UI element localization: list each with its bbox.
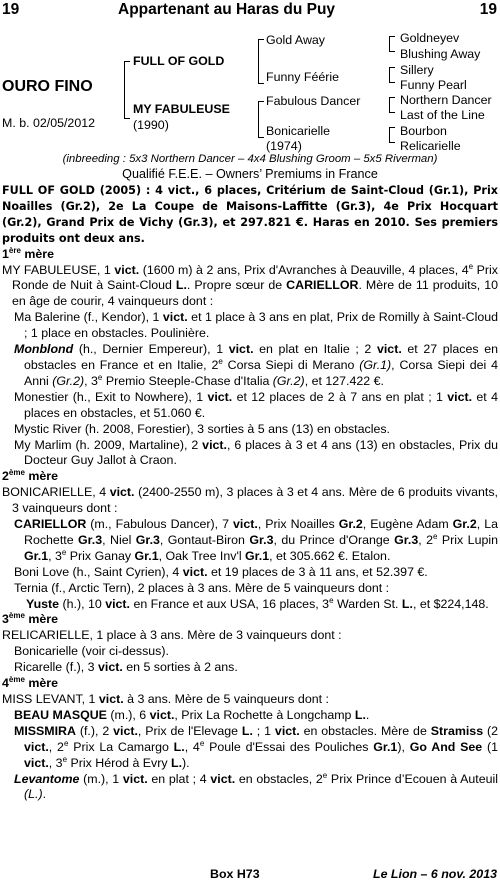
produce-item: Boni Love (h., Saint Cyrien), 4 vict. et 19 places de 3 à 11 ans, et 52.397 €.: [14, 564, 428, 579]
section-number: 2: [2, 469, 9, 484]
inbreeding-note: (inbreeding : 5x3 Northern Dancer – 4x4 Blushing Groom – 5x5 Riverman): [62, 153, 438, 165]
lot-number-left: 19: [2, 1, 20, 18]
section-fourth-dam: [2, 676, 498, 692]
produce-item: Ternia (f., Arctic Tern), 2 places à 3 ans. Mère de 5 vainqueurs dont :: [14, 580, 390, 595]
dam-paragraph: MISS LEVANT, 1 vict. à 3 ans. Mère de 5 vainqueurs dont :: [2, 692, 329, 706]
sale-date: Le Lion – 6 nov. 2013: [373, 867, 497, 881]
section-number: 1: [2, 246, 9, 261]
horse-details: M. b. 02/05/2012: [2, 116, 95, 130]
horse-name: OURO FINO: [2, 78, 93, 95]
ped-dsd: Last of the Line: [400, 108, 485, 122]
premium-qualification: Qualifié F.E.E. – Owners’ Premiums in France: [122, 167, 378, 181]
dam-name: MY FABULEUSE: [133, 102, 230, 116]
produce-item: Monestier (h., Exit to Nowhere), 1 vict. et 12 places de 2 à 7 ans en plat ; 1 vict. et 4 places en obstacles, et 51.060 €.: [14, 389, 498, 420]
produce-item: MISSMIRA (f.), 2 vict., Prix de l'Elevage L. ; 1 vict. en obstacles. Mère de Stramiss (2 vict., 2e Prix La Camargo L., 4e Poule d'Essai des Pouliches Gr.1), Go And See (1 vict., 3e Prix Hérod à Evry L.).: [14, 723, 499, 770]
section-word: mère: [24, 246, 54, 261]
dam-dam: Bonicarielle: [266, 124, 331, 138]
section-suffix: ème: [8, 611, 25, 621]
dam-sire: Fabulous Dancer: [266, 94, 361, 108]
ped-ssd: Blushing Away: [400, 47, 481, 61]
sire-name: FULL OF GOLD: [133, 54, 225, 68]
dam-paragraph: RELICARIELLE, 1 place à 3 ans. Mère de 3 vainqueurs dont :: [2, 628, 342, 643]
box-number: Box H73: [210, 867, 260, 881]
catalogue-body: [2, 183, 498, 803]
bracket-ss: [389, 36, 395, 52]
section-first-dam: [2, 247, 498, 263]
bracket-sire: [258, 39, 264, 84]
produce-item: Mystic River (h. 2008, Forestier), 3 sorties à 5 ans (13) en obstacles.: [14, 421, 390, 436]
lot-number-right: 19: [479, 1, 497, 18]
section-word: mère: [28, 676, 58, 691]
sire-sire: Gold Away: [266, 33, 326, 47]
ped-sds: Sillery: [400, 63, 434, 77]
bracket-ds: [389, 97, 395, 113]
produce-item: CARIELLOR (m., Fabulous Dancer), 7 vict., Prix Noailles Gr.2, Eugène Adam Gr.2, La Rochette Gr.3, Niel Gr.3, Gontaut-Biron Gr.3, du Prince d'Orange Gr.3, 2e Prix Lupin Gr.1, 3e Prix Ganay Gr.1, Oak Tree Inv'l Gr.1, et 305.662 €. Etalon.: [14, 517, 499, 563]
dam-year: (1990): [133, 118, 169, 132]
section-number: 3: [2, 612, 9, 627]
ped-dss: Northern Dancer: [400, 93, 492, 107]
page-title: Appartenant au Haras du Puy: [118, 1, 336, 18]
section-second-dam: [2, 469, 498, 485]
bracket-dd: [389, 127, 395, 143]
produce-item: Bonicarielle (voir ci-dessus).: [14, 644, 169, 659]
bracket-gen1: [124, 61, 130, 119]
ped-sss: Goldneyev: [400, 31, 460, 45]
produce-item: Yuste (h.), 10 vict. en France et aux USA, 16 places, 3e Warden St. L., et $224,148.: [26, 595, 489, 611]
dam-dam-year: (1974): [266, 139, 302, 153]
produce-item: My Marlim (h. 2009, Martaline), 2 vict., 6 places à 3 et 4 ans (13) en obstacles, Prix du Docteur Guy Jallot à Craon.: [14, 437, 499, 468]
produce-item: Ricarelle (f.), 3 vict. en 5 sorties à 2 ans.: [14, 660, 238, 675]
bracket-dam: [258, 101, 264, 138]
section-number: 4: [2, 676, 9, 691]
section-suffix: ère: [8, 245, 21, 255]
ped-ddd: Relicarielle: [400, 139, 461, 153]
ped-sdd: Funny Pearl: [400, 78, 467, 92]
produce-item: Monblond (h., Dernier Empereur), 1 vict. en plat en Italie ; 2 vict. et 27 places en obstacles en France et en Italie, 2e Corsa Siepi di Merano (Gr.1), Corsa Siepi dei 4 Anni (Gr.2), 3e Premio Steeple-Chase d'Italia (Gr.2), et 127.422 €.: [14, 342, 499, 388]
section-third-dam: [2, 612, 498, 628]
produce-item: BEAU MASQUE (m.), 6 vict., Prix La Rochette à Longchamp L..: [14, 707, 370, 722]
dam-paragraph: MY FABULEUSE, 1 vict. (1600 m) à 2 ans, Prix d'Avranches à Deauville, 4 places, 4e Prix Ronde de Nuit à Saint-Cloud L.. Propre sœur de CARIELLOR. Mère de 11 produits, 10 en âge de courir, 4 vainqueurs dont :: [2, 261, 498, 309]
section-word: mère: [28, 612, 58, 627]
sire-description: FULL OF GOLD (2005) : 4 vict., 6 places, Critérium de Saint-Cloud (Gr.1), Prix Noailles (Gr.2), 2e La Coupe de Maisons-Laffitte (Gr.3), 4e Prix Hocquart (Gr.2), Grand Prix de Vichy (Gr.3), et 297.821 €. Haras en 2010. Ses premiers produits ont deux ans.: [2, 184, 498, 245]
section-suffix: ème: [8, 468, 25, 478]
bracket-sd: [389, 67, 395, 83]
ped-dds: Bourbon: [400, 124, 447, 138]
sire-dam: Funny Féérie: [266, 70, 340, 84]
section-suffix: ème: [8, 674, 25, 684]
section-word: mère: [28, 469, 58, 484]
produce-item: Ma Balerine (f., Kendor), 1 vict. et 1 place à 3 ans en plat, Prix de Romilly à Saint-Cloud ; 1 place en obstacles. Poulinière.: [14, 310, 498, 341]
produce-item: Levantome (m.), 1 vict. en plat ; 4 vict. en obstacles, 2e Prix Prince d’Ecouen à Auteuil (L.).: [14, 770, 498, 802]
dam-paragraph: BONICARIELLE, 4 vict. (2400-2550 m), 3 places à 3 et 4 ans. Mère de 6 produits vivants, 3 vainqueurs dont :: [2, 485, 498, 516]
